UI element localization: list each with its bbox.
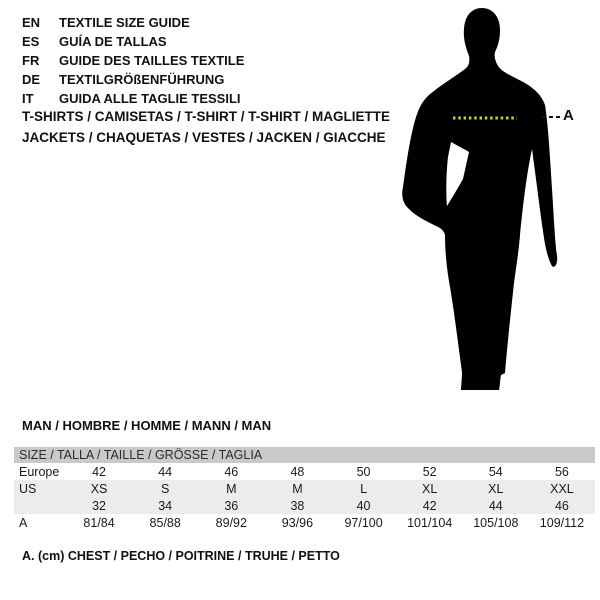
man-silhouette-body xyxy=(402,8,557,390)
language-code: IT xyxy=(22,91,34,106)
table-row-chest-a xyxy=(14,514,595,531)
table-row-europe xyxy=(14,463,595,480)
size-cell: 52 xyxy=(422,464,437,479)
size-cell: 48 xyxy=(290,464,305,479)
size-cell: 46 xyxy=(529,497,595,514)
size-table-header: SIZE / TALLA / TAILLE / GRÖSSE / TAGLIA xyxy=(14,447,595,463)
size-cell: 93/96 xyxy=(281,515,314,530)
size-cell: XS xyxy=(66,480,132,497)
size-cell: 54 xyxy=(488,464,503,479)
size-cell: 32 xyxy=(66,497,132,514)
size-cell: 81/84 xyxy=(83,515,115,530)
size-cell: 101/104 xyxy=(407,515,453,530)
row-label xyxy=(14,497,66,514)
garment-categories xyxy=(22,106,390,148)
language-row-en xyxy=(22,13,244,32)
row-label: US xyxy=(14,480,66,497)
category-tshirts: T-SHIRTS / CAMISETAS / T-SHIRT / T-SHIRT / MAGLIETTE xyxy=(22,109,391,124)
language-title: GUIDE DES TAILLES TEXTILE xyxy=(59,53,245,68)
language-list xyxy=(22,13,244,108)
size-cell: 38 xyxy=(264,497,330,514)
language-title: TEXTILE SIZE GUIDE xyxy=(59,15,190,30)
size-cell: 105/108 xyxy=(473,515,519,530)
language-title: TEXTILGRÖßENFÜHRUNG xyxy=(59,72,225,87)
size-cell: 109/112 xyxy=(539,515,585,530)
size-cell: 40 xyxy=(331,497,397,514)
language-row-de xyxy=(22,70,244,89)
table-row-us xyxy=(14,480,595,497)
size-cell: M xyxy=(198,480,264,497)
size-cell: 42 xyxy=(92,464,107,479)
size-cell: 46 xyxy=(224,464,239,479)
size-cell: 85/88 xyxy=(149,515,181,530)
language-code: EN xyxy=(22,15,41,30)
language-code: DE xyxy=(22,72,41,87)
size-cell: M xyxy=(264,480,330,497)
size-table xyxy=(14,447,595,531)
man-silhouette-figure xyxy=(398,5,574,395)
size-table-header-row xyxy=(14,447,595,463)
size-cell: 56 xyxy=(554,464,569,479)
size-cell: S xyxy=(132,480,198,497)
language-row-fr xyxy=(22,51,244,70)
measure-label-a: A xyxy=(563,107,574,124)
size-cell: 44 xyxy=(463,497,529,514)
size-cell: 89/92 xyxy=(215,515,247,530)
size-cell: XXL xyxy=(529,480,595,497)
size-cell: 97/100 xyxy=(344,515,383,530)
language-row-es xyxy=(22,32,244,51)
size-cell: L xyxy=(331,480,397,497)
man-silhouette-svg xyxy=(398,5,568,395)
size-cell: XL xyxy=(463,480,529,497)
language-title: GUIDA ALLE TAGLIE TESSILI xyxy=(59,91,241,106)
row-label: Europe xyxy=(19,464,60,479)
category-jackets: JACKETS / CHAQUETAS / VESTES / JACKEN / GIACCHE xyxy=(22,130,386,145)
size-cell: 50 xyxy=(356,464,371,479)
table-row-uk xyxy=(14,497,595,514)
size-cell: XL xyxy=(397,480,463,497)
language-code: FR xyxy=(22,53,40,68)
size-cell: 42 xyxy=(397,497,463,514)
chest-measure-footnote: A. (cm) CHEST / PECHO / POITRINE / TRUHE / PETTO xyxy=(22,549,340,563)
size-cell: 36 xyxy=(198,497,264,514)
row-label: A xyxy=(19,515,28,530)
language-title: GUÍA DE TALLAS xyxy=(59,34,167,49)
section-title-man: MAN / HOMBRE / HOMME / MANN / MAN xyxy=(22,418,272,433)
language-code: ES xyxy=(22,34,40,49)
size-cell: 34 xyxy=(132,497,198,514)
size-cell: 44 xyxy=(158,464,173,479)
